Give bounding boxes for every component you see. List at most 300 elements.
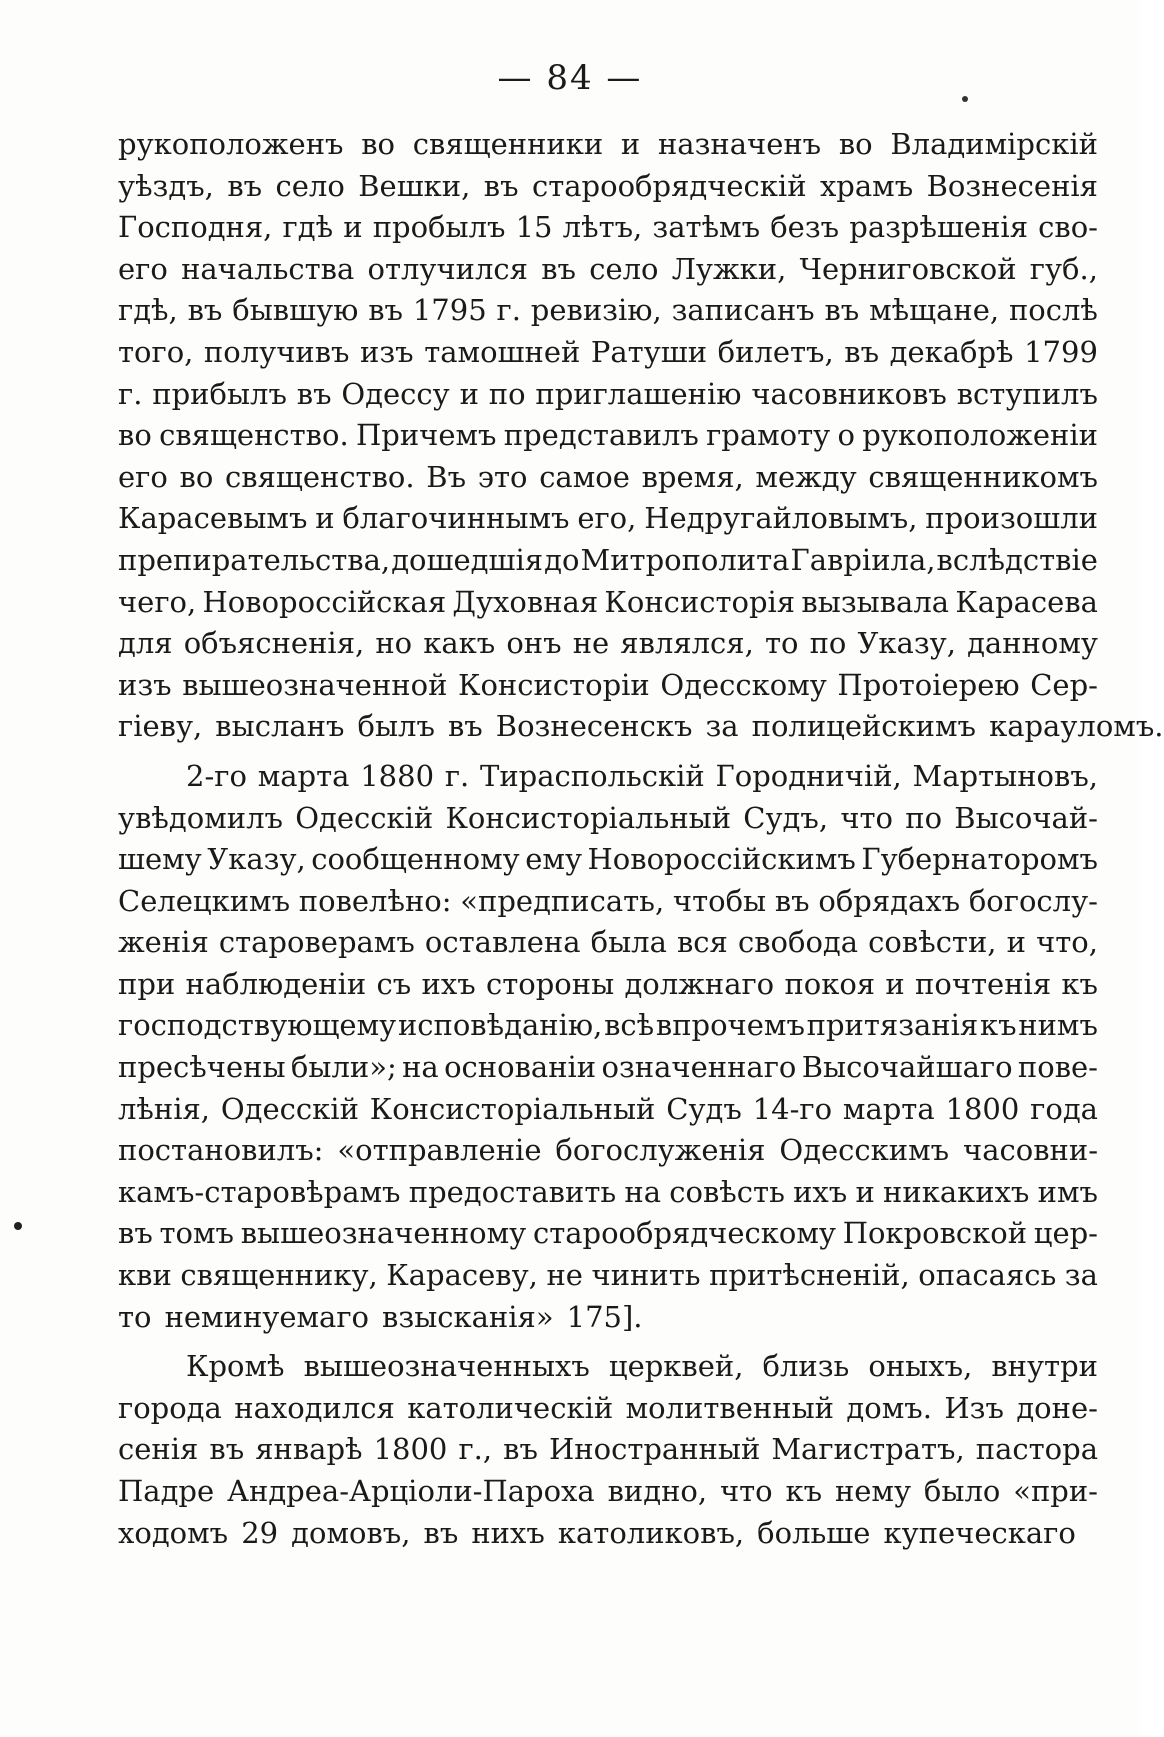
word: губ., <box>1029 251 1098 286</box>
word: сво- <box>1038 210 1098 245</box>
word: домъ. <box>846 1390 932 1425</box>
word: вышеозначенному <box>240 1216 527 1251</box>
word: Гавріила, <box>790 542 936 577</box>
text-line <box>118 798 1098 840</box>
word: объясненія, <box>183 626 365 661</box>
word: совѣсти, <box>868 925 997 960</box>
word: Новороссійская <box>202 584 447 619</box>
word: священство. <box>225 459 415 494</box>
word: молитвенный <box>625 1390 834 1425</box>
word: пробылъ <box>372 210 506 245</box>
word: должнаго <box>624 966 775 1001</box>
word: «отправленіе <box>337 1133 542 1168</box>
text-line <box>118 249 1098 291</box>
paragraph-gap <box>118 1338 1098 1346</box>
word: послѣ <box>1008 293 1098 328</box>
word: томъ <box>159 1216 235 1251</box>
word: изъ <box>118 667 172 702</box>
word: Одессу <box>341 376 450 411</box>
word: его <box>118 251 168 286</box>
word: за <box>705 709 739 744</box>
word: по <box>905 800 943 835</box>
word: почтенія <box>915 966 1052 1001</box>
word: въ <box>118 1216 153 1251</box>
word: католиковъ, <box>557 1515 745 1550</box>
word: часовни- <box>963 1133 1098 1168</box>
word: въ <box>483 168 519 203</box>
word: священники <box>412 127 604 161</box>
text-line <box>118 1429 1098 1471</box>
word: въ <box>187 293 223 328</box>
word: самое <box>539 459 630 494</box>
word: всѣ <box>604 1008 655 1043</box>
word: по <box>488 376 526 411</box>
word: увѣдомилъ <box>118 800 283 835</box>
word: Консисторіальный <box>369 1091 656 1126</box>
word: 1880 <box>360 758 435 793</box>
word: къ <box>785 1474 823 1508</box>
margin-ink-dot <box>14 1222 22 1230</box>
word: Недругайловымъ, <box>644 501 918 536</box>
word: 29 <box>241 1515 279 1550</box>
word: по <box>809 626 847 661</box>
word: храмъ <box>819 168 914 203</box>
word: взысканія» <box>382 1299 554 1334</box>
word: притѣсненій, <box>709 1258 910 1293</box>
word: города <box>118 1390 222 1425</box>
word: о <box>837 418 855 453</box>
word: изъ <box>360 334 414 369</box>
word: часовниковъ <box>751 376 947 411</box>
word: господствующему <box>118 1008 397 1043</box>
text-line <box>118 1471 1098 1513</box>
word: село <box>275 168 345 203</box>
word: къ <box>979 1008 1017 1043</box>
word: лѣнія, <box>118 1091 211 1126</box>
word: разрѣшенія <box>849 210 1028 245</box>
word: Падре <box>118 1474 215 1508</box>
word: январѣ <box>255 1432 363 1467</box>
word: во <box>118 418 152 453</box>
word: 175]. <box>566 1299 643 1334</box>
word: 15 <box>515 210 553 245</box>
word: Селецкимъ <box>118 883 291 918</box>
word: впрочемъ <box>655 1008 805 1043</box>
word: притязанія <box>806 1008 979 1043</box>
word: вступилъ <box>956 376 1098 411</box>
word: село <box>589 251 659 286</box>
word: и <box>1006 925 1026 960</box>
word: гіеву, <box>118 709 203 744</box>
word: являлся, <box>620 626 754 661</box>
word: благочиннымъ <box>342 501 570 536</box>
word: во <box>361 127 396 161</box>
text-line <box>118 1297 1098 1339</box>
word: чего, <box>118 584 197 619</box>
word: на <box>624 1174 662 1209</box>
word: церквей, <box>608 1349 744 1384</box>
word: было <box>923 1474 1001 1508</box>
word: того, <box>118 334 194 369</box>
word: въ <box>824 293 860 328</box>
word: и <box>620 127 641 161</box>
word: и <box>315 501 335 536</box>
word: католическій <box>407 1390 614 1425</box>
word: предоставить <box>408 1174 617 1209</box>
word: старообрядческому <box>532 1216 836 1251</box>
word: Мартыновъ, <box>912 758 1098 793</box>
word: 1800 <box>945 1091 1020 1126</box>
text-line <box>118 1255 1098 1297</box>
word: старообрядческій <box>531 168 807 203</box>
word: Одесскимъ <box>779 1133 950 1168</box>
word: получивъ <box>203 334 350 369</box>
word: Изъ <box>944 1390 1004 1425</box>
text-line <box>118 124 1098 166</box>
word: не <box>572 626 610 661</box>
word: шему <box>118 842 202 877</box>
word: покоя <box>784 966 876 1001</box>
word: внутри <box>991 1349 1098 1384</box>
text-line <box>118 964 1098 1006</box>
word: Судъ, <box>743 800 829 835</box>
word: время, <box>641 459 744 494</box>
word: постановилъ: <box>118 1133 324 1168</box>
word: нему <box>834 1474 912 1508</box>
word: тамошней <box>424 334 581 369</box>
word: пове- <box>1017 1050 1098 1085</box>
word: и <box>855 1174 875 1209</box>
word: рукоположеніи <box>862 418 1098 453</box>
text-line <box>118 922 1098 964</box>
word: онъ <box>506 626 562 661</box>
word: что <box>719 1474 773 1508</box>
word: Губернаторомъ <box>861 842 1098 877</box>
word: Кромѣ <box>186 1349 285 1384</box>
word: оныхъ, <box>868 1349 973 1384</box>
word: полицейскимъ <box>751 709 977 744</box>
word: Городничій, <box>715 758 902 793</box>
word: билетъ, <box>717 334 834 369</box>
word: Консисторія <box>604 584 796 619</box>
word: 14-го <box>752 1091 833 1126</box>
word: декабрѣ <box>889 334 1014 369</box>
text-line <box>118 540 1098 582</box>
body-text <box>118 124 1164 1554</box>
word: препирательства, <box>118 542 391 577</box>
word: для <box>118 626 173 661</box>
word: ему <box>525 842 583 877</box>
word: назначенъ <box>657 127 822 161</box>
word: Покровской <box>842 1216 1028 1251</box>
text-line <box>118 207 1098 249</box>
word: Владимірскій <box>890 127 1098 161</box>
word: въ <box>423 1515 459 1550</box>
word: что <box>840 800 893 835</box>
word: исповѣданію, <box>397 1008 603 1043</box>
word: Протоіерею <box>837 667 1020 702</box>
word: во <box>179 459 214 494</box>
word: Ратуши <box>590 334 708 369</box>
text-line <box>118 1005 1098 1047</box>
word: марта <box>257 758 350 793</box>
paragraph-gap <box>118 748 1098 756</box>
word: и <box>459 376 479 411</box>
word: и <box>343 210 363 245</box>
word: повелѣно: <box>298 883 452 918</box>
word: его, <box>577 501 637 536</box>
word: кви <box>118 1258 172 1293</box>
word: нихъ <box>471 1515 545 1550</box>
word: въ <box>503 1432 538 1467</box>
word: Карасевымъ <box>118 501 308 536</box>
word: высланъ <box>215 709 345 744</box>
word: безъ <box>770 210 840 245</box>
text-line <box>118 498 1098 540</box>
word: 1800 <box>373 1432 448 1467</box>
word: сенія <box>118 1432 199 1467</box>
word: что, <box>1036 925 1098 960</box>
word: то <box>118 1299 152 1334</box>
text-line <box>118 415 1098 457</box>
word: пастора <box>975 1432 1098 1467</box>
text-line <box>118 839 1098 881</box>
word: пресѣчены <box>118 1050 286 1085</box>
word: во <box>838 127 873 161</box>
word: ревизію, <box>530 293 662 328</box>
word: священство. <box>159 418 349 453</box>
word: Въ <box>426 459 467 494</box>
word: бывшую <box>232 293 359 328</box>
word: нимъ <box>1018 1008 1098 1043</box>
text-line <box>118 166 1098 208</box>
word: Карасева <box>955 584 1098 619</box>
word: чтобы <box>672 883 767 918</box>
word: марта <box>842 1091 935 1126</box>
word: вся <box>676 925 728 960</box>
word: гдѣ, <box>118 293 178 328</box>
word: женія <box>118 925 209 960</box>
word: были»; <box>290 1050 397 1085</box>
word: Вешки, <box>358 168 471 203</box>
word: рукоположенъ <box>118 127 344 161</box>
word: лѣтъ, <box>562 210 643 245</box>
word: Лужки, <box>671 251 787 286</box>
word: года <box>1030 1091 1098 1126</box>
word: въ <box>844 334 880 369</box>
word: вышеозначенной <box>182 667 448 702</box>
word: его <box>118 459 168 494</box>
word: Консисторіи <box>458 667 650 702</box>
text-line <box>118 332 1098 374</box>
word: ходомъ <box>118 1515 229 1550</box>
word: начальства <box>181 251 355 286</box>
word: доне- <box>1016 1390 1098 1425</box>
paragraph <box>118 124 1164 748</box>
word: совѣсть <box>669 1174 785 1209</box>
word: г., <box>458 1432 493 1467</box>
word: представилъ <box>503 418 699 453</box>
word: Господня, <box>118 210 273 245</box>
word: г. <box>118 376 143 411</box>
text-line <box>118 1388 1098 1430</box>
paragraph <box>118 1346 1098 1554</box>
word: въ <box>447 709 483 744</box>
word: стороны <box>485 966 615 1001</box>
word: означеннаго <box>601 1050 797 1085</box>
word: Высочай- <box>954 800 1098 835</box>
word: грамоту <box>706 418 831 453</box>
word: имъ <box>1037 1174 1098 1209</box>
word: купеческаго <box>883 1515 1076 1550</box>
word: цер- <box>1033 1216 1098 1251</box>
word: приглашенію <box>535 376 742 411</box>
word: неминуемаго <box>164 1299 369 1334</box>
word: вызывала <box>801 584 950 619</box>
text-line <box>118 1513 1098 1555</box>
word: былъ <box>357 709 435 744</box>
text-line <box>118 706 1164 748</box>
word: оставлена <box>424 925 581 960</box>
word: въ <box>774 883 810 918</box>
word: данному <box>967 626 1098 661</box>
word: затѣмъ <box>652 210 761 245</box>
word: г. <box>496 293 521 328</box>
word: Одесскому <box>660 667 827 702</box>
word: какъ <box>423 626 496 661</box>
word: священникомъ <box>868 459 1098 494</box>
word: но <box>375 626 413 661</box>
word: Сер- <box>1030 667 1098 702</box>
word: Указу, <box>857 626 956 661</box>
text-line <box>118 1130 1098 1172</box>
word: записанъ <box>671 293 815 328</box>
word: староверамъ <box>218 925 415 960</box>
word: священнику, <box>180 1258 378 1293</box>
word: и <box>885 966 905 1001</box>
word: Причемъ <box>355 418 497 453</box>
word: до <box>544 542 580 577</box>
page-number: — 84 — <box>497 58 643 98</box>
text-line <box>118 1047 1098 1089</box>
word: Высочайшаго <box>801 1050 1013 1085</box>
word: Тираспольскій <box>480 758 705 793</box>
text-line <box>118 582 1098 624</box>
word: основаніи <box>444 1050 597 1085</box>
word: уѣздъ, <box>118 168 214 203</box>
word: сообщенному <box>311 842 520 877</box>
text-line <box>118 1089 1098 1131</box>
word: чинить <box>591 1258 701 1293</box>
word: опасаясь <box>918 1258 1057 1293</box>
word: при <box>118 966 176 1001</box>
word: между <box>755 459 857 494</box>
word: свобода <box>737 925 859 960</box>
word: находился <box>234 1390 395 1425</box>
word: въ <box>296 376 332 411</box>
word: обрядахъ <box>818 883 961 918</box>
word: была <box>590 925 667 960</box>
word: Вознесенскъ <box>495 709 693 744</box>
word: «предписать, <box>460 883 665 918</box>
word: г. <box>444 758 470 793</box>
word: Судъ <box>666 1091 742 1126</box>
word: съ <box>376 966 412 1001</box>
word: произошли <box>925 501 1098 536</box>
word: въ <box>209 1432 245 1467</box>
word: въ <box>368 293 403 328</box>
text-line <box>118 665 1098 707</box>
word: Митрополита <box>580 542 790 577</box>
word: Черниговской <box>799 251 1017 286</box>
word: видно, <box>607 1474 708 1508</box>
word: Консисторіальный <box>445 800 732 835</box>
word: не <box>546 1258 583 1293</box>
word: ихъ <box>421 966 476 1001</box>
text-line <box>118 374 1098 416</box>
word: Магистратъ, <box>771 1432 965 1467</box>
text-line <box>118 881 1098 923</box>
word: богослуженія <box>555 1133 766 1168</box>
word: Андреа-Арціоли-Пароха <box>227 1474 595 1508</box>
word: Вознесенія <box>926 168 1098 203</box>
word: «при- <box>1013 1474 1098 1508</box>
word: 1795 <box>412 293 487 328</box>
word: въ <box>227 168 263 203</box>
word: никакихъ <box>883 1174 1030 1209</box>
word: къ <box>1061 966 1098 1001</box>
word: мѣщане, <box>869 293 1000 328</box>
word: богослу- <box>968 883 1098 918</box>
word: прибылъ <box>152 376 287 411</box>
word: домовъ, <box>291 1515 411 1550</box>
word: ихъ <box>793 1174 848 1209</box>
word: дошедшія <box>391 542 544 577</box>
word: близь <box>762 1349 850 1384</box>
word: Указу, <box>207 842 306 877</box>
word: 1799 <box>1024 334 1098 369</box>
word: Одесскій <box>295 800 434 835</box>
word: 2-го <box>186 758 247 793</box>
word: въ <box>541 251 576 286</box>
text-line <box>118 457 1098 499</box>
word: гдѣ <box>282 210 334 245</box>
text-line <box>118 623 1098 665</box>
word: карауломъ. <box>989 709 1164 744</box>
text-line <box>118 290 1098 332</box>
word: за <box>1064 1258 1098 1293</box>
paragraph <box>118 756 1098 1338</box>
word: на <box>402 1050 439 1085</box>
text-line <box>118 1172 1098 1214</box>
word: вышеозначенныхъ <box>303 1349 590 1384</box>
word: Духовная <box>452 584 599 619</box>
word: наблюденіи <box>185 966 367 1001</box>
text-line <box>118 756 1098 798</box>
text-line <box>118 1213 1098 1255</box>
word: больше <box>757 1515 871 1550</box>
word: Карасеву, <box>386 1258 538 1293</box>
word: то <box>764 626 799 661</box>
word: это <box>477 459 528 494</box>
word: вслѣдствіе <box>936 542 1098 577</box>
text-line <box>118 1346 1098 1388</box>
word: отлучился <box>367 251 528 286</box>
word: камъ-старовѣрамъ <box>118 1174 401 1209</box>
word: Одесскій <box>220 1091 359 1126</box>
word: Новороссійскимъ <box>587 842 856 877</box>
word: Иностранный <box>549 1432 761 1467</box>
